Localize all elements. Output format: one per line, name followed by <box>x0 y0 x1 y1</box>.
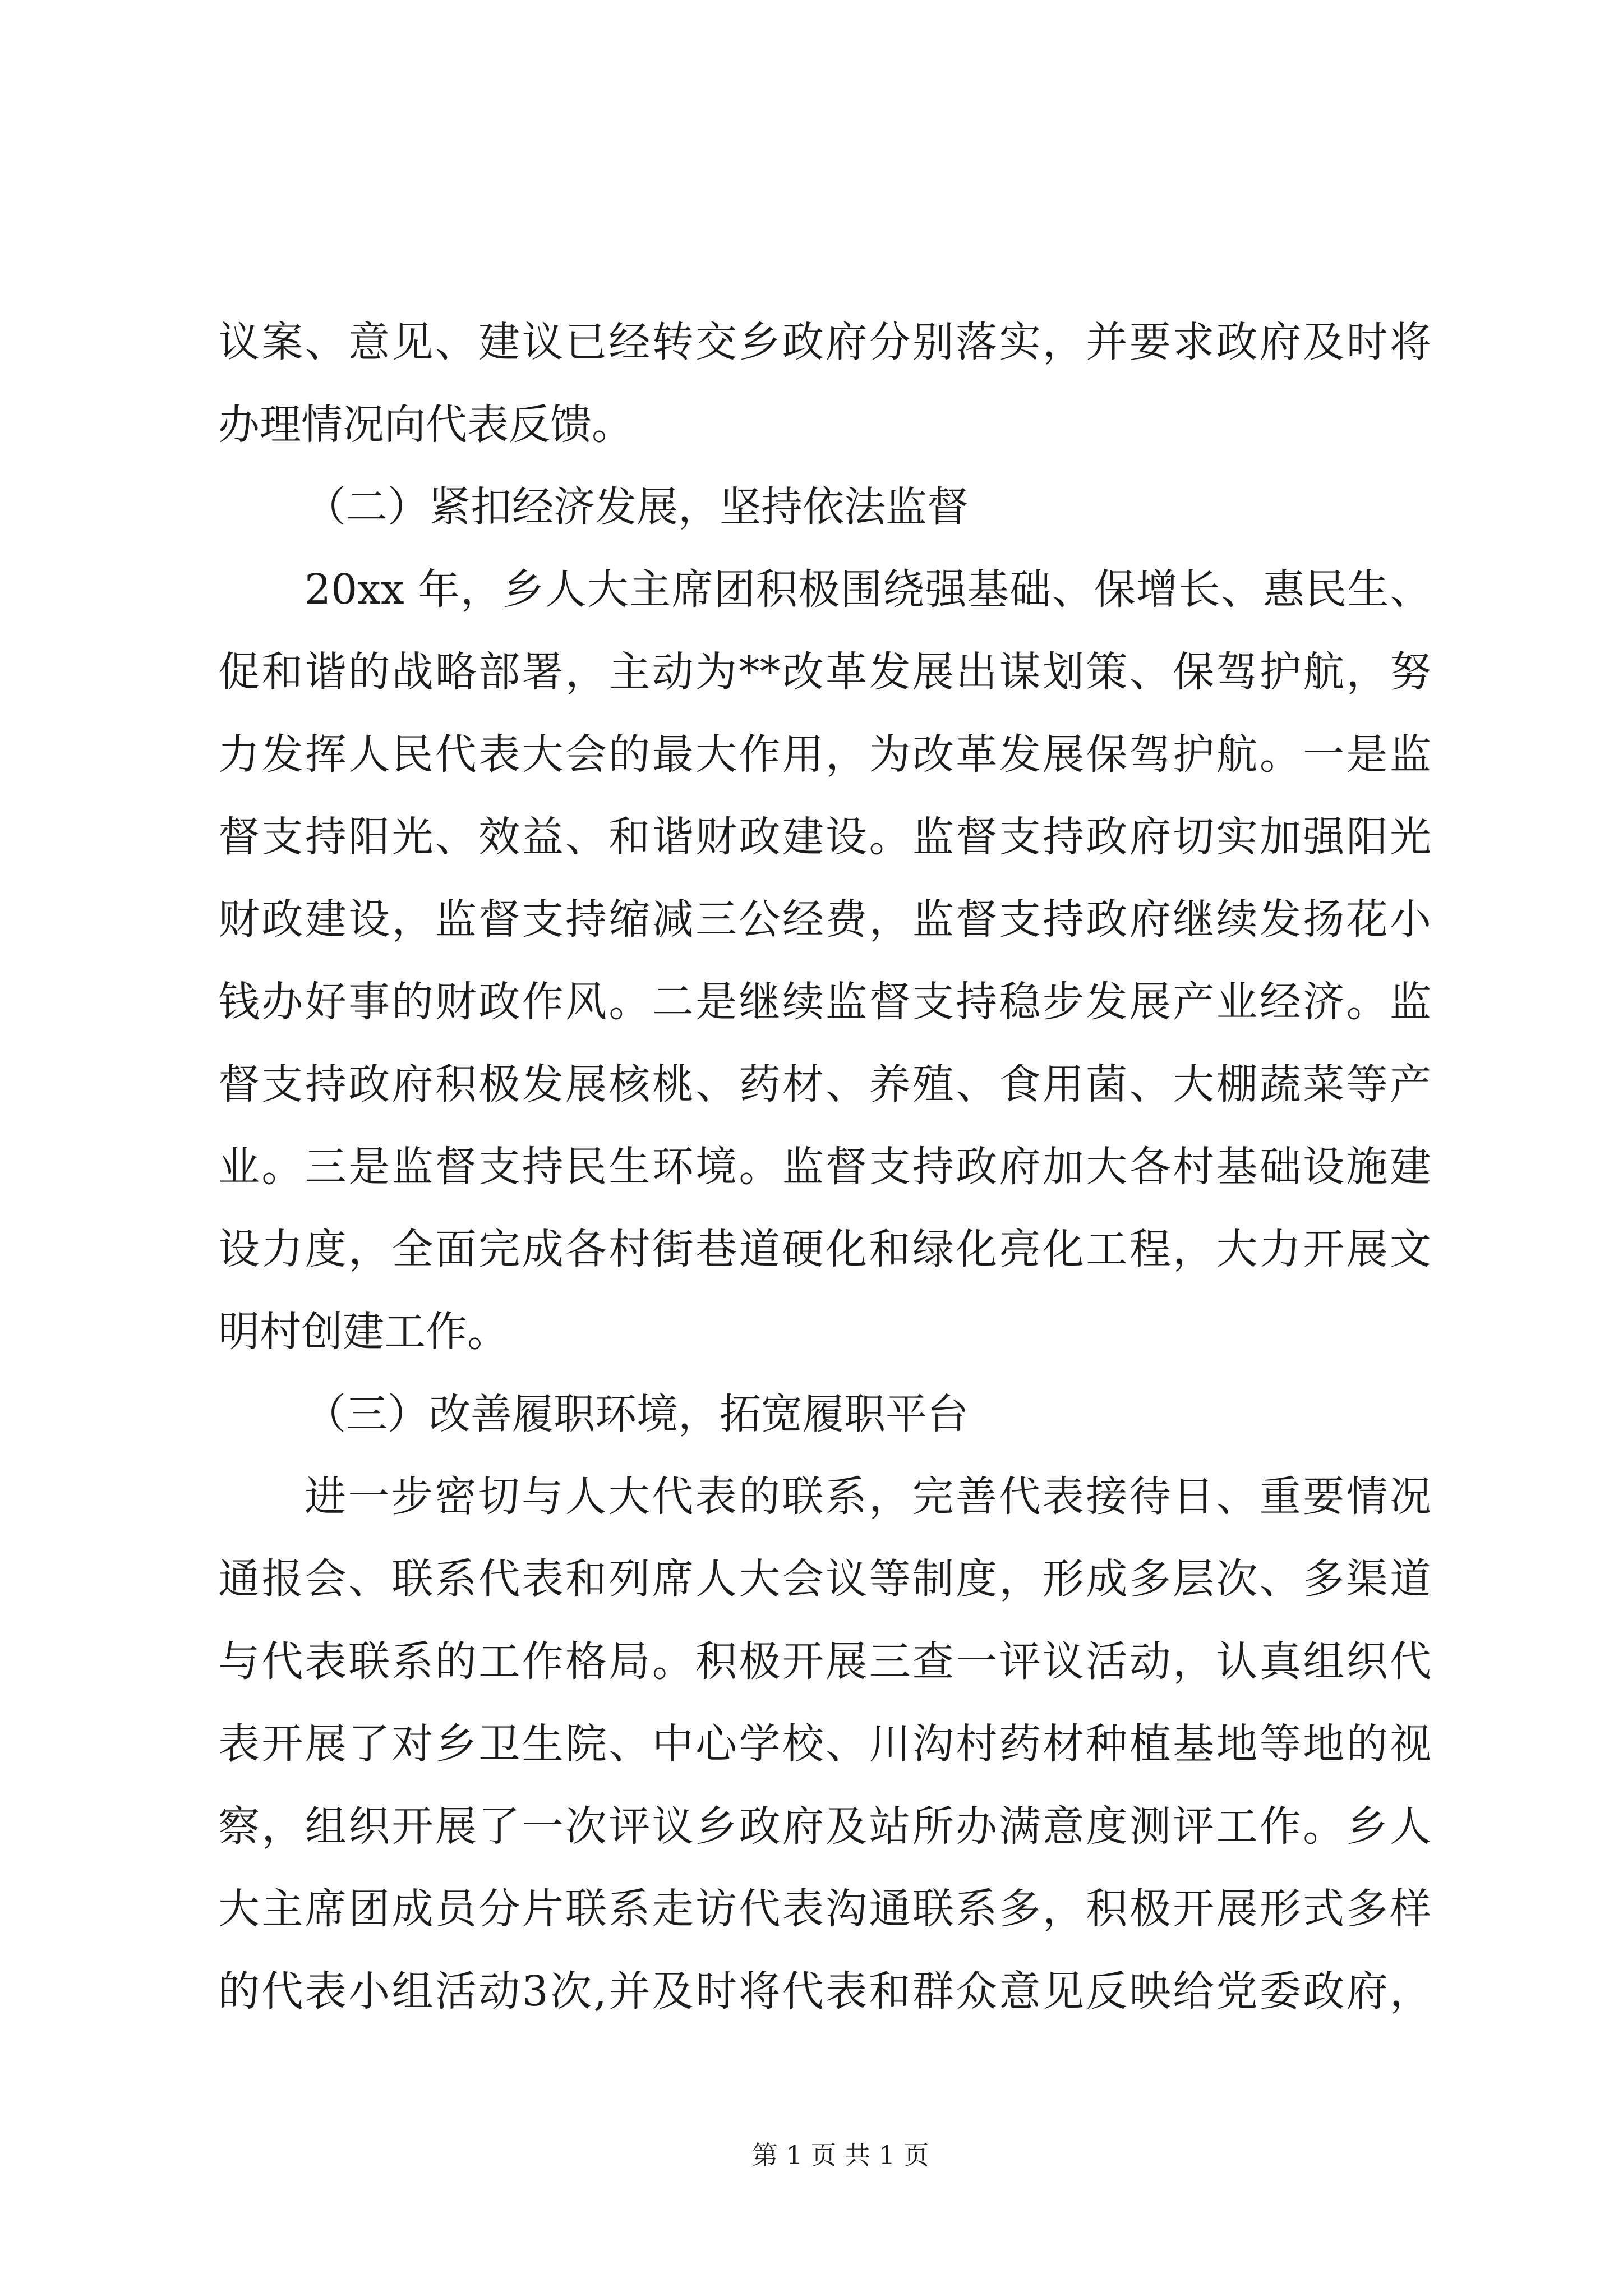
paragraph <box>218 301 1431 466</box>
paragraph-line: 与代表联系的工作格局。积极开展三查一评议活动，认真组织代 <box>218 1637 1431 1686</box>
paragraph-line: 督支持阳光、效益、和谐财政建设。监督支持政府切实加强阳光 <box>218 813 1431 861</box>
paragraph-line: 表开展了对乡卫生院、中心学校、川沟村药材种植基地等地的视 <box>218 1720 1431 1768</box>
paragraph-line: 力发挥人民代表大会的最大作用，为改革发展保驾护航。一是监 <box>218 730 1431 779</box>
paragraph-line: 促和谐的战略部署，主动为**改革发展出谋划策、保驾护航，努 <box>218 648 1431 696</box>
paragraph-line: 的代表小组活动3次,并及时将代表和群众意见反映给党委政府， <box>218 1967 1431 2016</box>
paragraph-line: 督支持政府积极发展核桃、药材、养殖、食用菌、大棚蔬菜等产 <box>218 1060 1431 1108</box>
paragraph-line: 进一步密切与人大代表的联系，完善代表接待日、重要情况 <box>305 1473 1431 1521</box>
paragraph-line: 明村创建工作。 <box>218 1308 509 1356</box>
page-footer: 第 1 页 共 1 页 <box>752 2140 929 2170</box>
section-heading-text: （三）改善履职环境，拓宽履职平台 <box>305 1390 969 1438</box>
paragraph-line: 大主席团成员分片联系走访代表沟通联系多，积极开展形式多样 <box>218 1885 1431 1933</box>
paragraph <box>218 549 1431 1373</box>
section-heading <box>218 466 1431 549</box>
section-heading <box>218 1373 1431 1456</box>
document-body <box>218 301 1431 2033</box>
paragraph-line: 办理情况向代表反馈。 <box>218 401 633 449</box>
paragraph-line: 设力度，全面完成各村街巷道硬化和绿化亮化工程，大力开展文 <box>218 1225 1431 1273</box>
paragraph-line: 察，组织开展了一次评议乡政府及站所办满意度测评工作。乡人 <box>218 1802 1431 1851</box>
section-heading-text: （二）紧扣经济发展，坚持依法监督 <box>305 483 969 531</box>
paragraph-line: 20xx 年，乡人大主席团积极围绕强基础、保增长、惠民生、 <box>305 565 1431 614</box>
paragraph-line: 钱办好事的财政作风。二是继续监督支持稳步发展产业经济。监 <box>218 978 1431 1026</box>
paragraph <box>218 1456 1431 2033</box>
paragraph-line: 财政建设，监督支持缩减三公经费，监督支持政府继续发扬花小 <box>218 895 1431 944</box>
paragraph-line: 通报会、联系代表和列席人大会议等制度，形成多层次、多渠道 <box>218 1555 1431 1603</box>
paragraph-line: 议案、意见、建议已经转交乡政府分别落实，并要求政府及时将 <box>218 318 1431 366</box>
paragraph-line: 业。三是监督支持民生环境。监督支持政府加大各村基础设施建 <box>218 1143 1431 1191</box>
